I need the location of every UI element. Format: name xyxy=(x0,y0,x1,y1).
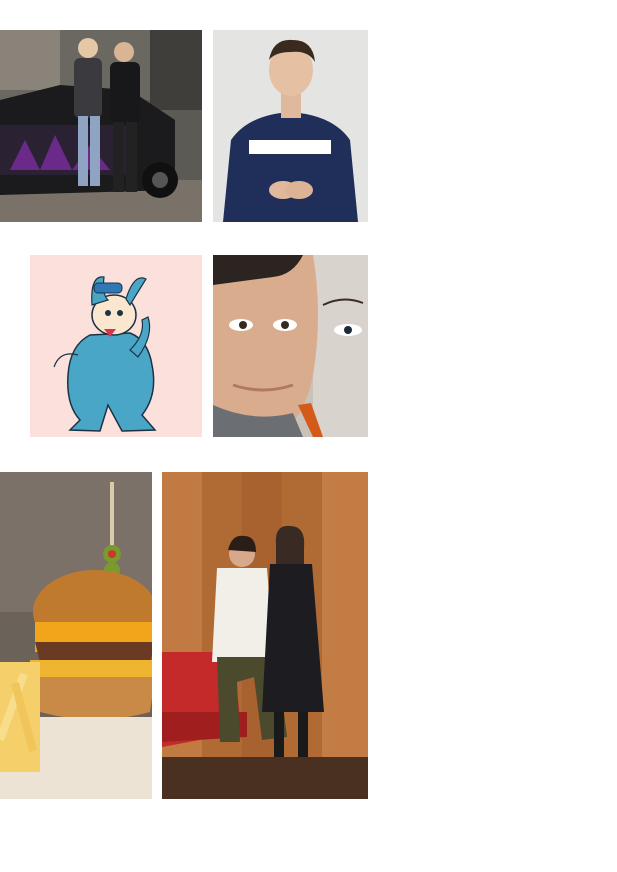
footer-issue xyxy=(30,845,34,852)
photo-orcun-art xyxy=(213,30,368,222)
photo-femride-art xyxy=(0,30,202,222)
table-of-contents xyxy=(400,50,596,61)
photo-orcun xyxy=(213,30,368,222)
photo-femride xyxy=(0,30,202,222)
photo-afif-art xyxy=(213,255,368,437)
photo-afif xyxy=(213,255,368,437)
photo-goldies xyxy=(0,472,152,799)
photo-volksbuehne-art xyxy=(162,472,368,799)
photo-goldies-art xyxy=(0,472,152,799)
photo-comic xyxy=(30,255,202,437)
photo-volksbuehne xyxy=(162,472,368,799)
comic-illustration xyxy=(30,255,202,437)
